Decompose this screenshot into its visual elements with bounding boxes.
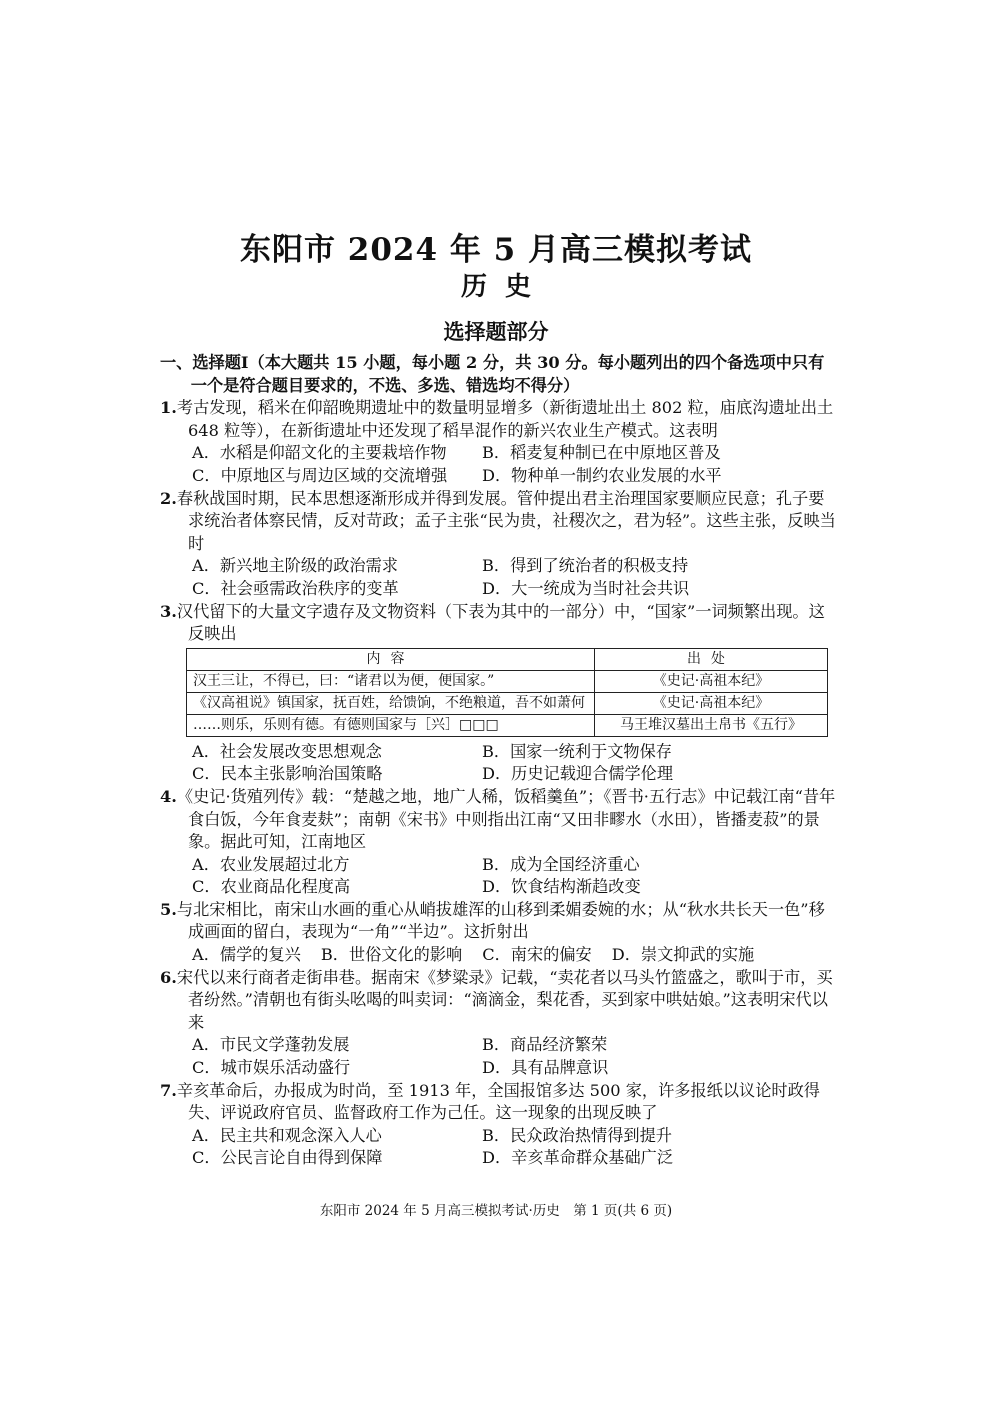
option-c: C．公民言论自由得到保障 xyxy=(192,1148,383,1168)
question-stem xyxy=(160,899,840,944)
question-number: 2. xyxy=(160,488,177,508)
question-number: 5. xyxy=(160,899,177,919)
table-header-source: 出处 xyxy=(595,648,828,670)
table-row xyxy=(187,670,828,692)
question-number: 7. xyxy=(160,1080,177,1100)
source-table xyxy=(186,648,828,737)
question-3 xyxy=(160,601,840,786)
option-a: A．民主共和观念深入人心 xyxy=(192,1125,382,1145)
question-text: 春秋战国时期，民本思想逐渐形成并得到发展。管仲提出君主治理国家要顺应民意；孔子要求统治者体察民情，反对苛政；孟子主张“民为贵，社稷次之，君为轻”。这些主张，反映当时 xyxy=(176,488,836,553)
question-4 xyxy=(160,786,840,899)
section-heading: 一、选择题Ⅰ（本大题共 15 小题，每小题 2 分，共 30 分。每小题列出的四个备选项中只有一个是符合题目要求的，不选、多选、错选均不得分） xyxy=(160,353,825,395)
option-b: B．国家一统利于文物保存 xyxy=(482,741,672,761)
question-stem xyxy=(160,601,840,646)
table-cell: 《史记·高祖本纪》 xyxy=(595,670,828,692)
option-b: B．成为全国经济重心 xyxy=(482,854,640,874)
option-b: B．民众政治热情得到提升 xyxy=(482,1125,672,1145)
question-text: 考古发现，稻米在仰韶晚期遗址中的数量明显增多（新街遗址出土 802 粒，庙底沟遗址出土 648 粒等），在新街遗址中还发现了稻旱混作的新兴农业生产模式。这表明 xyxy=(176,398,834,440)
question-stem xyxy=(160,786,840,854)
table-cell: ……则乐，乐则有德。有德则国家与［兴］□□□ xyxy=(187,714,595,736)
question-number: 3. xyxy=(160,601,177,621)
option-c: C．中原地区与周边区域的交流增强 xyxy=(192,465,448,485)
option-a: A．市民文学蓬勃发展 xyxy=(192,1035,350,1055)
option-b: B．稻麦复种制已在中原地区普及 xyxy=(482,443,721,463)
table-cell: 马王堆汉墓出土帛书《五行》 xyxy=(595,714,828,736)
question-1 xyxy=(160,397,840,487)
option-d: D．物种单一制约农业发展的水平 xyxy=(482,465,722,485)
table-row xyxy=(187,692,828,714)
question-5 xyxy=(160,899,840,967)
option-d: D．大一统成为当时社会共识 xyxy=(482,578,690,598)
question-area xyxy=(160,352,840,1170)
table-row xyxy=(187,714,828,736)
option-a: A．新兴地主阶级的政治需求 xyxy=(192,556,398,576)
table-cell: 《史记·高祖本纪》 xyxy=(595,692,828,714)
option-b: B．世俗文化的影响 xyxy=(320,945,463,965)
table-header-content: 内容 xyxy=(187,648,595,670)
question-number: 4. xyxy=(160,786,177,806)
question-2 xyxy=(160,488,840,601)
option-c: C．民本主张影响治国策略 xyxy=(192,764,383,784)
question-text: 《史记·货殖列传》载：“楚越之地，地广人稀，饭稻羹鱼”；《晋书·五行志》中记载江南“昔年食白饭，今年食麦麸”；南朝《宋书》中则指出江南“又田非疁水（水田），皆播麦菽”的景象。据此可知，江南地区 xyxy=(176,786,836,852)
option-d: D．历史记载迎合儒学伦理 xyxy=(482,764,674,784)
question-stem xyxy=(160,1080,840,1125)
option-d: D．具有品牌意识 xyxy=(482,1058,609,1078)
option-a: A．儒学的复兴 xyxy=(192,945,301,965)
subject-title: 历史 xyxy=(460,272,549,302)
table-cell: 汉王三让，不得已，曰：“诸君以为便，便国家。” xyxy=(187,670,595,692)
question-stem xyxy=(160,488,840,556)
option-c: C．社会亟需政治秩序的变革 xyxy=(192,578,399,598)
option-d: D．辛亥革命群众基础广泛 xyxy=(482,1148,674,1168)
option-d: D．饮食结构渐趋改变 xyxy=(482,877,641,897)
option-d: D．崇文抑武的实施 xyxy=(611,945,755,965)
option-a: A．农业发展超过北方 xyxy=(192,854,350,874)
question-stem xyxy=(160,397,840,442)
question-text: 宋代以来行商者走街串巷。据南宋《梦粱录》记载，“卖花者以马头竹篮盛之，歌叫于市，买者纷然。”清朝也有街头吆喝的叫卖词：“滴滴金，梨花香，买到家中哄姑娘。”这表明宋代以来 xyxy=(176,967,833,1032)
option-b: B．商品经济繁荣 xyxy=(482,1035,608,1055)
question-number: 6. xyxy=(160,967,177,987)
question-number: 1. xyxy=(160,398,177,418)
exam-title: 东阳市 2024 年 5 月高三模拟考试 xyxy=(239,232,753,268)
question-text: 与北宋相比，南宋山水画的重心从峭拔雄浑的山移到柔媚委婉的水；从“秋水共长天一色”移成画面的留白，表现为“一角”“半边”。这折射出 xyxy=(176,899,825,942)
question-text: 辛亥革命后，办报成为时尚，至 1913 年，全国报馆多达 500 家，许多报纸以议论时政得失、评说政府官员、监督政府工作为己任。这一现象的出现反映了 xyxy=(176,1080,820,1123)
option-a: A．水稻是仰韶文化的主要栽培作物 xyxy=(192,443,447,463)
question-7 xyxy=(160,1080,840,1170)
question-stem xyxy=(160,967,840,1035)
option-c: C．农业商品化程度高 xyxy=(192,877,351,897)
question-6 xyxy=(160,967,840,1080)
page-footer: 东阳市 2024 年 5 月高三模拟考试·历史 第 1 页(共 6 页) xyxy=(319,1203,673,1219)
option-c: C．南宋的偏安 xyxy=(482,945,592,965)
part-heading: 选择题部分 xyxy=(443,319,549,344)
question-text: 汉代留下的大量文字遗存及文物资料（下表为其中的一部分）中，“国家”一词频繁出现。这反映出 xyxy=(176,601,825,644)
option-c: C．城市娱乐活动盛行 xyxy=(192,1058,351,1078)
option-b: B．得到了统治者的积极支持 xyxy=(482,556,689,576)
table-cell: 《汉高祖说》镇国家，抚百姓，给馈饷，不绝粮道，吾不如萧何 xyxy=(187,692,595,714)
option-a: A．社会发展改变思想观念 xyxy=(192,741,382,761)
